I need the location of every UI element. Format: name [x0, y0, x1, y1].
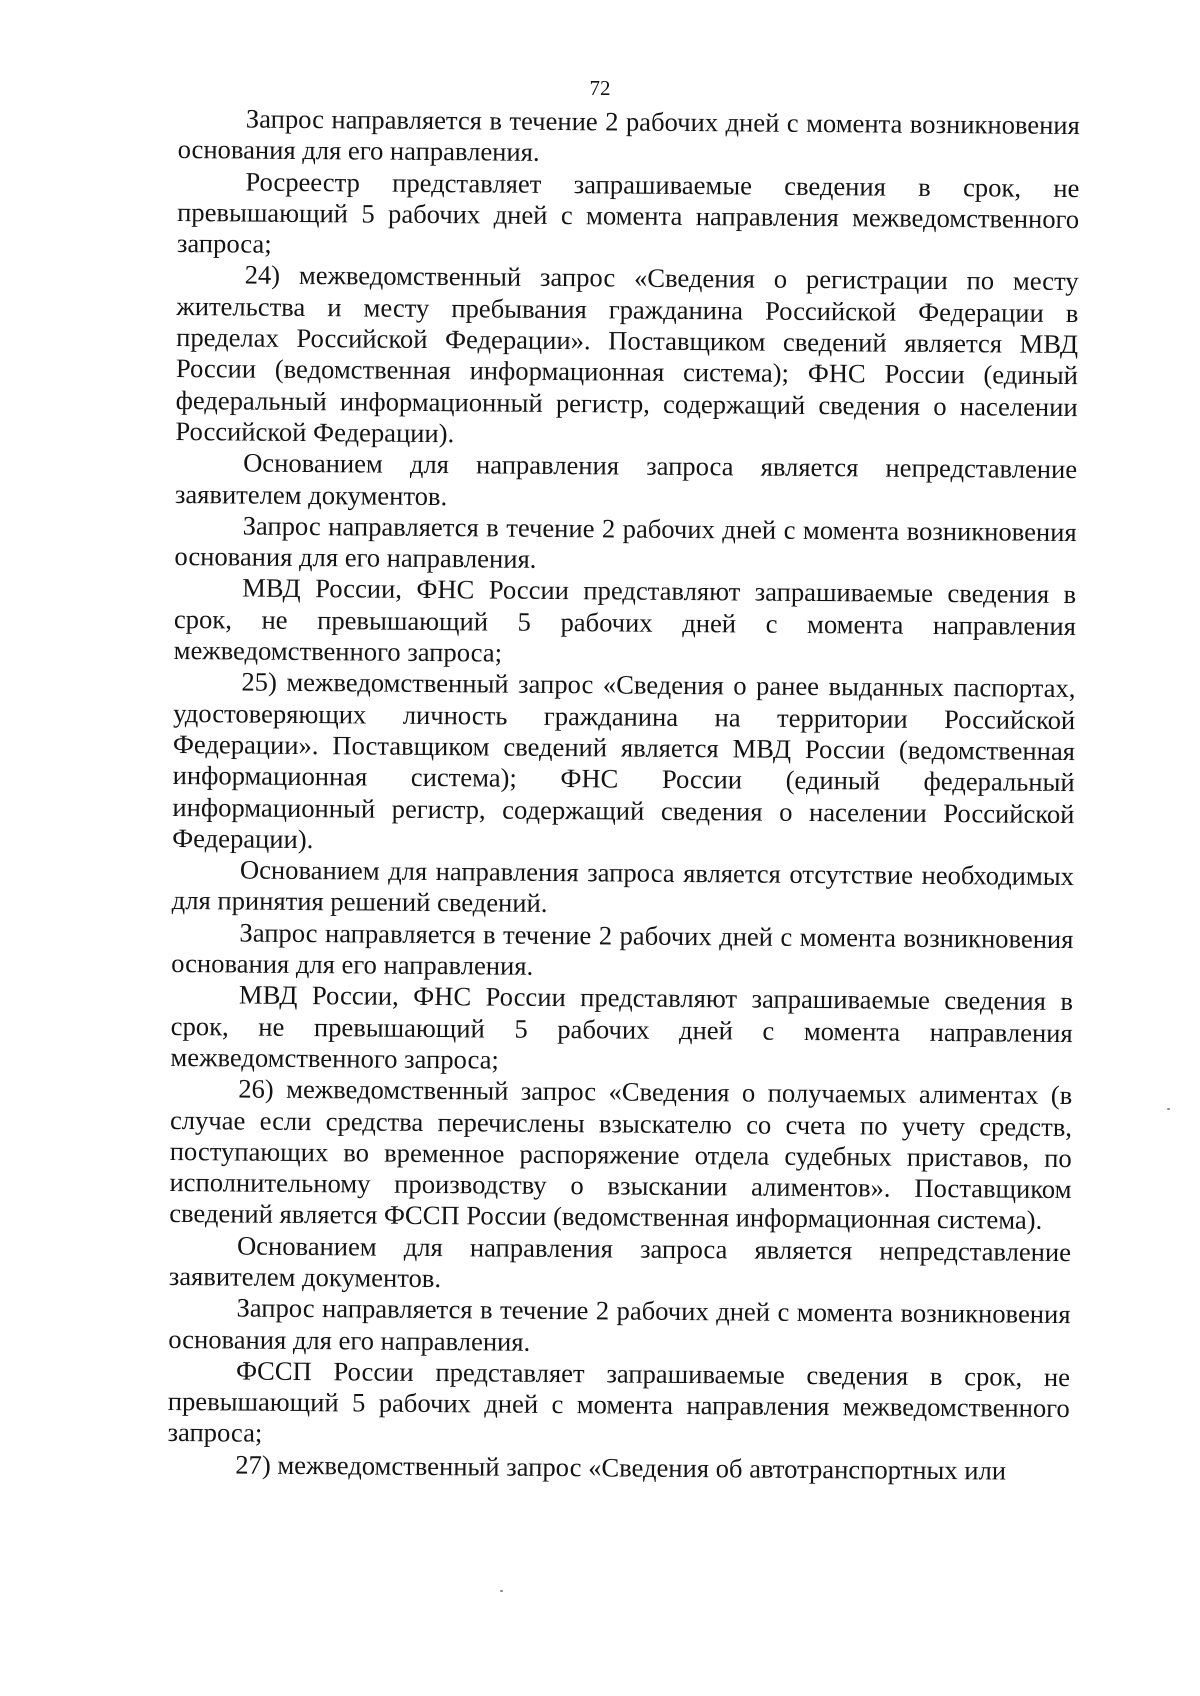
paragraph-item-24-deadline: МВД России, ФНС России представляют запрашиваемые сведения в срок, не превышающий 5 рабочих дней с момента направления межведомственного запроса;: [173, 572, 1077, 668]
paragraph-item-25-timing: Запрос направляется в течение 2 рабочих дней с момента возникновения основания для его направления.: [171, 917, 1074, 981]
paragraph-item-24-timing: Запрос направляется в течение 2 рабочих дней с момента возникновения основания для его направления.: [174, 510, 1077, 574]
paragraph-item-24: 24) межведомственный запрос «Сведения о регистрации по месту жительства и месту пребывания гражданина Российской Федерации в пределах Российской Федерации». Поставщиком сведений является МВД России (ведомственная информационная система); ФНС России (единый федеральный информационный регистр, содержащий сведения о населении Российской Федерации).: [175, 260, 1079, 449]
page-number: 72: [589, 76, 611, 100]
paragraph-rosreestr-deadline: Росреестр представляет запрашиваемые сведения в срок, не превышающий 5 рабочих дней с момента направления межведомственного запроса;: [176, 166, 1080, 259]
paragraph-item-25: 25) межведомственный запрос «Сведения о ранее выданных паспортах, удостоверяющих личность гражданина на территории Российской Федерации». Поставщиком сведений является МВД России (ведомственная информационная система); ФНС России (единый федеральный информационный регистр, содержащий сведения о населении Российской Федерации).: [172, 666, 1076, 854]
document-body: [167, 103, 1080, 1487]
paragraph-item-25-deadline: МВД России, ФНС России представляют запрашиваемые сведения в срок, не превышающий 5 рабочих дней с момента направления межведомственного запроса;: [170, 979, 1074, 1075]
paragraph-item-27: 27) межведомственный запрос «Сведения об автотранспортных или: [235, 1449, 1007, 1486]
paragraph-item-26: 26) межведомственный запрос «Сведения о получаемых алиментах (в случае если средства перечислены взыскателю со счета по учету средств, поступающих во временное распоряжение отдела судебных приставов, по исполнительному производству о взыскании алиментов». Поставщиком сведений является ФССП России (ведомственная информационная система).: [169, 1073, 1073, 1236]
paragraph-item-26-deadline: ФССП России представляет запрашиваемые сведения в срок, не превышающий 5 рабочих дней с момента направления межведомственного запроса;: [167, 1355, 1071, 1449]
paragraph-item-24-basis: Основанием для направления запроса является непредставление заявителем документов.: [174, 447, 1078, 511]
scan-artifact-dot: [1167, 1108, 1170, 1110]
scan-artifact-dot: [500, 1590, 503, 1592]
paragraph-item-26-timing: Запрос направляется в течение 2 рабочих дней с момента возникновения основания для его направления.: [168, 1292, 1071, 1357]
paragraph-item-26-basis: Основанием для направления запроса является непредставление заявителем документов.: [168, 1230, 1072, 1294]
paragraph-request-timing: Запрос направляется в течение 2 рабочих дней с момента возникновения основания для его направления.: [177, 103, 1080, 168]
paragraph-item-25-basis: Основанием для направления запроса является отсутствие необходимых для принятия решений сведений.: [171, 854, 1075, 919]
